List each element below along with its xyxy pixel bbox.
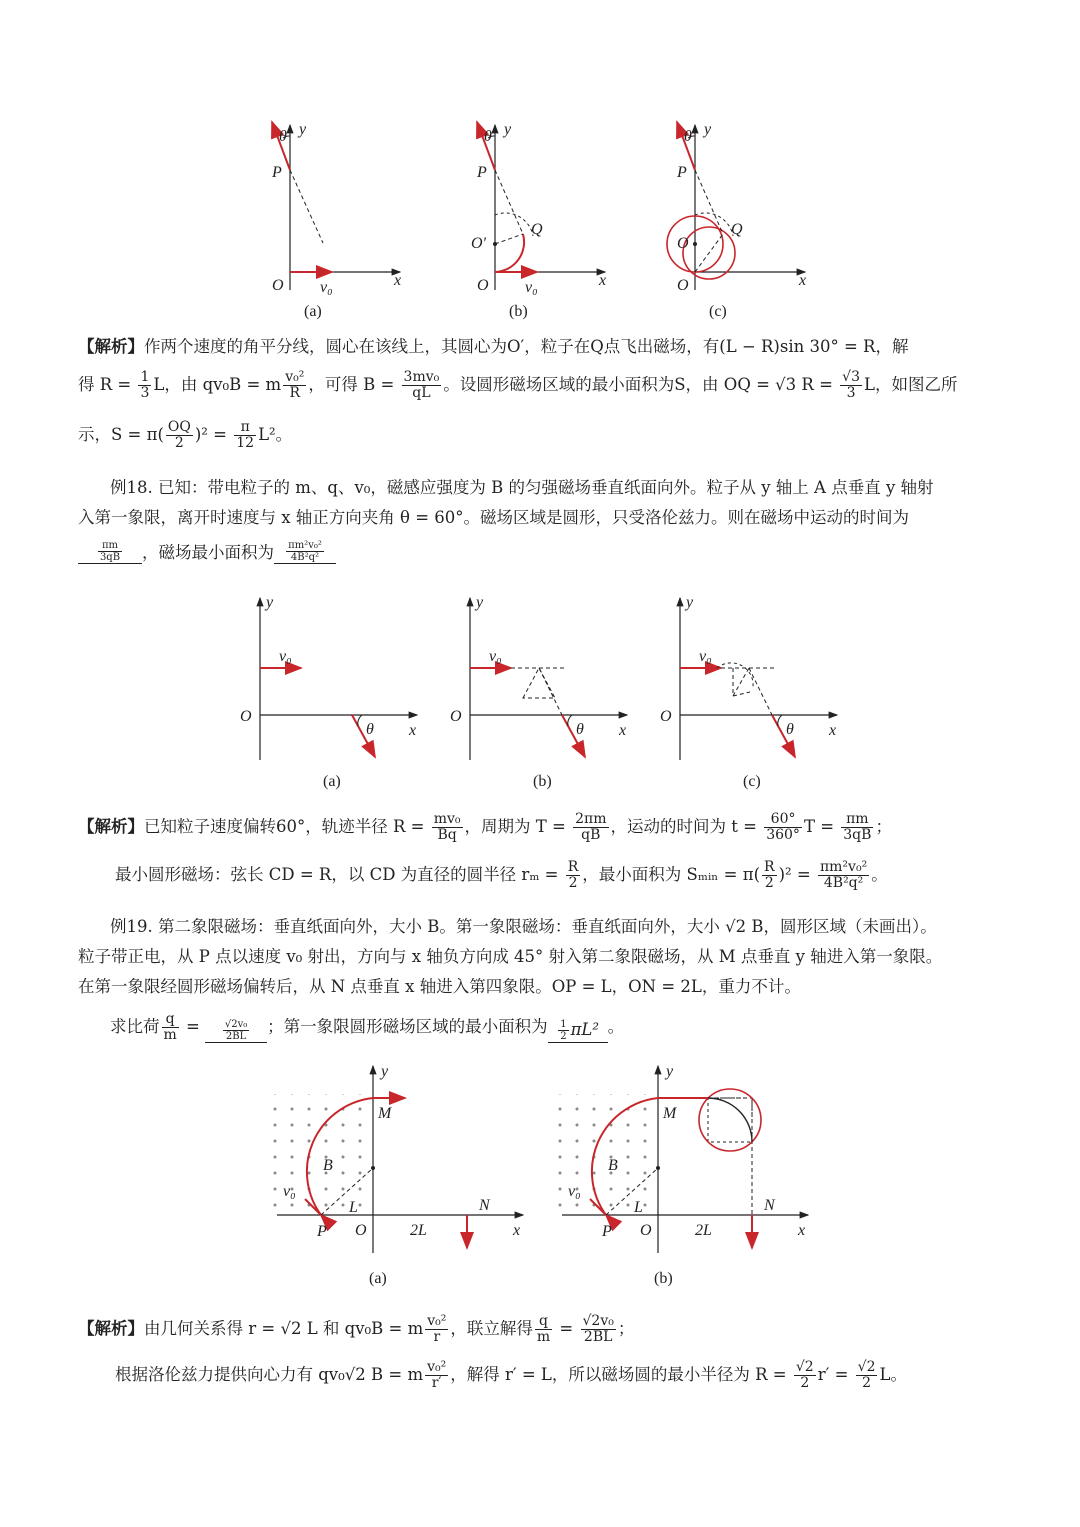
o-label: O	[677, 277, 689, 294]
caption-a: (a)	[304, 303, 322, 320]
caption-a: (a)	[369, 1270, 387, 1287]
fig2-panel-b	[450, 594, 627, 790]
x-label: x	[799, 272, 807, 289]
figure-1	[250, 110, 830, 325]
v0-label: v₀	[283, 1183, 296, 1200]
o-label-upper: O	[677, 235, 689, 252]
theta-label: θ	[279, 128, 287, 145]
x-label: x	[829, 722, 837, 739]
y-label: y	[476, 594, 484, 611]
caption-c: (c)	[709, 303, 727, 320]
p-label: P	[602, 1223, 612, 1240]
x-label: x	[409, 722, 417, 739]
analysis-tag: 【解析】	[78, 337, 144, 356]
sol18-line2: 最小圆形磁场：弦长 CD = R，以 CD 为直径的圆半径 rₘ = $\frac{R}{2}$ ，最小面积为 Sₘᵢₙ = π( $\frac{R}{2}$ )² = $\frac{\text{πm²v₀²}}{\text{4B²q²}}$ 。	[115, 859, 888, 891]
x-label: x	[513, 1222, 521, 1239]
n-label: N	[479, 1197, 490, 1214]
theta-label: θ	[684, 128, 692, 145]
answer-blank-ratio: $\frac{\text{√2v₀}}{2BL}$	[205, 1019, 267, 1043]
m-label: M	[663, 1105, 677, 1122]
m-label: M	[378, 1105, 392, 1122]
fig3-panel-a	[269, 1063, 523, 1287]
o-label: O	[477, 277, 489, 294]
ex19-question: 求比荷 $\frac{q}{m}$ = $\frac{\text{√2v₀}}{2BL}$ ；第一象限圆形磁场区域的最小面积为 $\frac{1}{2}$ πL² 。	[110, 1011, 625, 1043]
v0-label: v₀	[525, 279, 538, 296]
v0-label: v₀	[279, 648, 292, 665]
v0-label: v₀	[699, 648, 712, 665]
caption-a: (a)	[323, 773, 341, 790]
fig1-panel-a	[271, 121, 401, 320]
v0-label: v₀	[568, 1183, 581, 1200]
y-label: y	[381, 1063, 389, 1080]
b-label: B	[608, 1157, 618, 1174]
y-label: y	[686, 594, 694, 611]
o-prime-label: O′	[471, 235, 487, 252]
theta-label: θ	[366, 721, 374, 738]
sol17-line1: 【解析】作两个速度的角平分线，圆心在该线上，其圆心为O′，粒子在Q点飞出磁场，有(L − R)sin 30° = R，解	[78, 337, 909, 356]
caption-b: (b)	[654, 1270, 673, 1287]
fig1-panel-b	[471, 121, 606, 320]
ex18-line1: 例18. 已知：带电粒子的 m、q、v₀，磁感应强度为 B 的匀强磁场垂直纸面向外。粒子从 y 轴上 A 点垂直 y 轴射	[110, 478, 934, 497]
b-label: B	[323, 1157, 333, 1174]
x-label: x	[394, 272, 402, 289]
ex19-line3: 在第一象限经圆形磁场偏转后，从 N 点垂直 x 轴进入第四象限。OP = L，ON = 2L，重力不计。	[78, 977, 801, 996]
y-label: y	[666, 1063, 674, 1080]
sol17-line3: 示，S = π( $\frac{OQ}{2}$ )² = $\frac{\pi}{12}$ L²。	[78, 419, 293, 451]
two-l-label: 2L	[410, 1222, 427, 1239]
fig2-panel-a	[240, 594, 417, 790]
x-label: x	[619, 722, 627, 739]
fig1-panel-c	[667, 121, 806, 320]
q-label: Q	[731, 221, 743, 238]
p-label: P	[317, 1223, 327, 1240]
figure-3	[255, 1058, 820, 1293]
y-label: y	[704, 121, 712, 138]
o-label: O	[660, 708, 672, 725]
answer-blank-area: $\frac{1}{2}$ πL²	[548, 1019, 608, 1043]
theta-label: θ	[484, 128, 492, 145]
y-label: y	[266, 594, 274, 611]
analysis-tag: 【解析】	[78, 1319, 144, 1338]
p-label: P	[677, 164, 687, 181]
caption-c: (c)	[743, 773, 761, 790]
fig3-panel-b	[554, 1063, 808, 1287]
theta-label: θ	[786, 721, 794, 738]
caption-b: (b)	[533, 773, 552, 790]
v0-label: v₀	[320, 279, 333, 296]
ex18-line2: 入第一象限，离开时速度与 x 轴正方向夹角 θ = 60°。磁场区域是圆形，只受洛伦兹力。则在磁场中运动的时间为	[78, 508, 910, 527]
fig2-panel-c	[660, 594, 837, 790]
ex19-line1: 例19. 第二象限磁场：垂直纸面向外，大小 B。第一象限磁场：垂直纸面向外，大小 √2 B，圆形区域（未画出）。	[110, 917, 937, 936]
p-label: P	[272, 164, 282, 181]
figure-2	[235, 590, 855, 795]
l-label: L	[349, 1199, 358, 1216]
q-label: Q	[531, 221, 543, 238]
n-label: N	[764, 1197, 775, 1214]
x-label: x	[599, 272, 607, 289]
ex18-line3: $\frac{\pi m}{3qB}$ ，磁场最小面积为 $\frac{\text{πm²v₀²}}{\text{4B²q²}}$	[78, 540, 1013, 564]
analysis-tag: 【解析】	[78, 817, 144, 836]
x-label: x	[798, 1222, 806, 1239]
p-label: P	[477, 164, 487, 181]
l-label: L	[634, 1199, 643, 1216]
sol19-line2: 根据洛伦兹力提供向心力有 qv₀√2 B = m $\frac{\text{v₀²}}{r'}$ ，解得 r′ = L，所以磁场圆的最小半径为 R = $\frac{√2}{2}$ r′ = $\frac{√2}{2}$ L。	[115, 1359, 907, 1391]
v0-label: v₀	[489, 648, 502, 665]
theta-label: θ	[576, 721, 584, 738]
o-label: O	[640, 1222, 652, 1239]
o-label: O	[240, 708, 252, 725]
y-label: y	[299, 121, 307, 138]
caption-b: (b)	[509, 303, 528, 320]
answer-blank-area: $\frac{\text{πm²v₀²}}{\text{4B²q²}}$	[274, 540, 336, 564]
sol18-line1: 【解析】已知粒子速度偏转60°，轨迹半径 R = $\frac{\text{mv₀}}{Bq}$ ，周期为 T = $\frac{2\pi m}{qB}$ ，运动的时间为 t = $\frac{60^\circ}{360^\circ}$ T = $\frac{\pi m}{3qB}$ ；	[78, 811, 892, 843]
answer-blank-time: $\frac{\pi m}{3qB}$	[78, 540, 142, 564]
two-l-label: 2L	[695, 1222, 712, 1239]
o-label: O	[450, 708, 462, 725]
sol17-line2: 得 R = $\frac{1}{3}$ L，由 qv₀B = m $\frac{\text{v₀²}}{R}$ ，可得 B = $\frac{\text{3mv₀}}{qL}$ 。设圆形磁场区域的最小面积为S，由 OQ = √3 R = $\frac{√3}{3}$ L，如图乙所	[78, 369, 958, 401]
y-label: y	[504, 121, 512, 138]
sol19-line1: 【解析】由几何关系得 r = √2 L 和 qv₀B = m $\frac{\text{v₀²}}{r}$ ，联立解得 $\frac{q}{m}$ = $\frac{\text{√2v₀}}{2BL}$ ；	[78, 1313, 635, 1345]
o-label: O	[272, 277, 284, 294]
ex19-line2: 粒子带正电，从 P 点以速度 v₀ 射出，方向与 x 轴负方向成 45° 射入第二象限磁场，从 M 点垂直 y 轴进入第一象限。	[78, 947, 943, 966]
o-label: O	[355, 1222, 367, 1239]
